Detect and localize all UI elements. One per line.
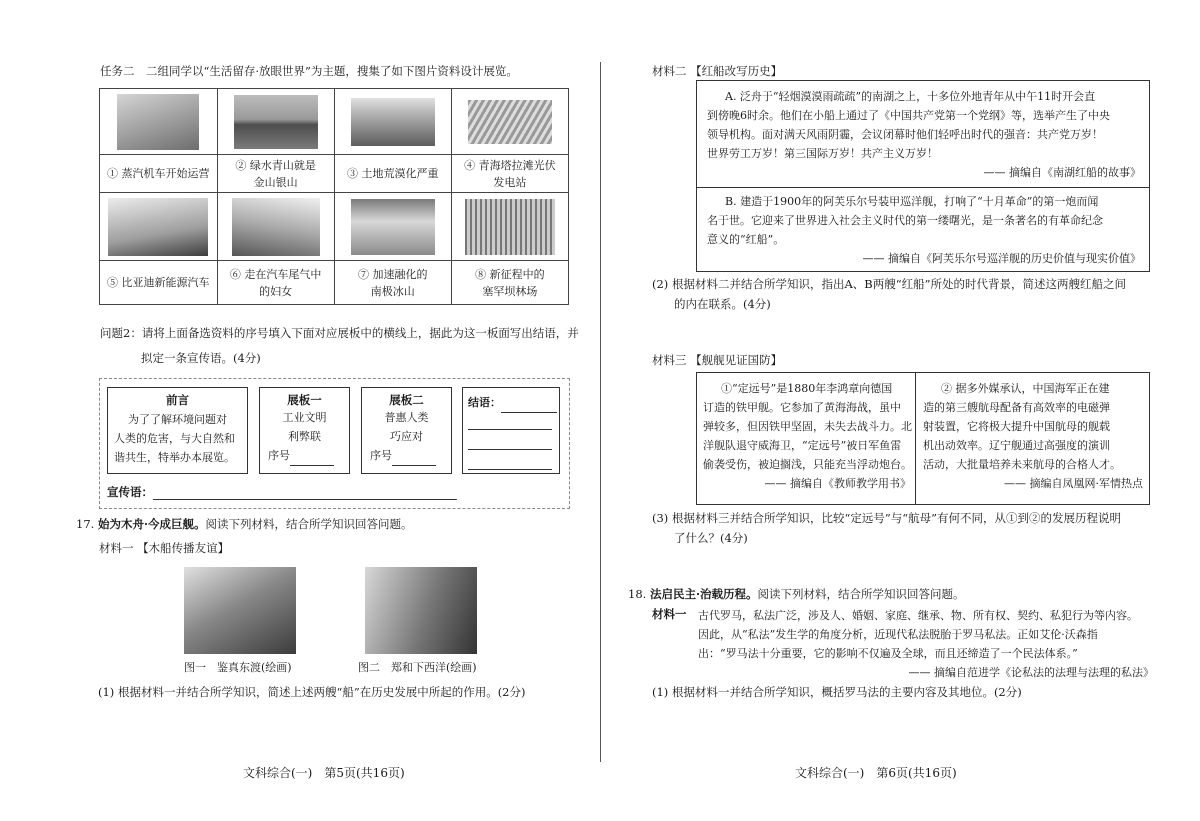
slogan-blank[interactable]: [153, 485, 457, 500]
m18-line-1: 古代罗马，私法广泛，涉及人、婚姻、家庭、继承、物、所有权、契约、私犯行为等内容。: [698, 609, 1138, 622]
image-gallery: [99, 88, 569, 305]
left-page-footer: 文科综合(一) 第5页(共16页): [243, 766, 405, 780]
m3-right-source: —— 摘编自凤凰网·军情热点: [1004, 477, 1143, 490]
material-3-column-divider: [915, 373, 916, 504]
m2b-source: —— 摘编自《阿芙乐尔号巡洋舰的历史价值与现实价值》: [862, 252, 1141, 265]
gallery-caption-7b: 南极冰山: [370, 284, 415, 298]
question-2-line2: 拟定一条宣传语。(4分): [141, 351, 261, 365]
conclusion-blank-2[interactable]: [468, 413, 552, 430]
material-18-1-label: 材料一: [652, 607, 687, 621]
question-17-1: (1) 根据材料一并结合所学知识，简述上述两艘“船”在历史发展中所起的作用。(2分): [98, 685, 526, 699]
m18-line-3: 出：“罗马法十分重要，它的影响不仅遍及全球，而且还缔造了一个民法体系。”: [698, 647, 1078, 660]
gallery-caption-2a: ② 绿水青山就是: [235, 158, 316, 172]
m3-left-line-5: 偷袭受伤，被迫搁浅，只能充当浮动炮台。: [703, 458, 912, 471]
material-1-label: 材料一 【木船传播友谊】: [99, 541, 230, 555]
figure-1-caption: 图一 鉴真东渡(绘画): [184, 661, 292, 674]
solar-station-photo: [468, 100, 552, 144]
task2-intro: 任务二 二组同学以“生活留存·放眼世界”为主题，搜集了如下图片资料设计展览。: [100, 64, 518, 78]
gallery-caption-4a: ④ 青海塔拉滩光伏: [464, 158, 556, 172]
m2a-line-2: 到傍晚6时余。他们在小船上通过了《中国共产党第一个党纲》等，选举产生了中央: [707, 109, 1110, 122]
m3-right-line-3: 射装置，它将极大提升中国航母的舰载: [923, 420, 1110, 433]
antarctic-ice-photo: [351, 199, 435, 255]
question-17-heading: [76, 516, 412, 532]
zhenghe-painting: [365, 567, 477, 654]
board-2-line-1: 普惠人类: [384, 411, 429, 424]
conclusion-blank-4[interactable]: [468, 453, 552, 470]
saihanba-forest-photo: [465, 199, 555, 255]
page-divider: [600, 62, 601, 762]
gallery-caption-7a: ⑦ 加速融化的: [357, 267, 428, 281]
m2b-line-1: B. 建造于1900年的阿芙乐尔号装甲巡洋舰，打响了“十月革命”的第一炮而闻: [725, 195, 1099, 208]
gallery-caption-1: ① 蒸汽机车开始运营: [107, 167, 210, 180]
m3-left-line-2: 订造的铁甲舰。它参加了黄海海战，虽中: [703, 401, 901, 414]
board-1-title: 展板一: [287, 393, 322, 407]
board-2-panel: [361, 387, 452, 474]
conclusion-blank-1[interactable]: [501, 393, 557, 413]
m3-right-line-4: 机出动效率。辽宁舰通过高强度的演训: [923, 439, 1110, 452]
m18-source: —— 摘编自范进学《论私法的法理与法理的私法》: [908, 666, 1154, 679]
material-3-label: 材料三 【舰舰见证国防】: [652, 353, 783, 367]
slogan-label: 宣传语：: [107, 485, 153, 499]
m3-right-line-1: ② 据多外媒承认，中国海军正在建: [941, 382, 1110, 395]
steam-locomotive-photo: [117, 94, 199, 150]
m3-right-line-2: 造的第三艘航母配备有高效率的电磁弹: [923, 401, 1110, 414]
preface-line-2: 人类的危害，与大自然和: [114, 432, 235, 445]
m2b-line-3: 意义的“红船”。: [707, 233, 785, 246]
m3-left-line-1: ①“定远号”是1880年李鸿章向德国: [721, 382, 893, 395]
question-17-number: 17.: [76, 517, 95, 531]
m3-left-line-3: 弹较多，但因铁甲坚固，未失去战斗力。北: [703, 420, 912, 433]
conclusion-blank-3[interactable]: [468, 433, 552, 450]
m18-line-2: 因此，从“私法”发生学的角度分析，近现代私法脱胎于罗马私法。正如艾伦·沃森指: [698, 628, 1098, 641]
conclusion-panel: [462, 387, 560, 474]
material-3-box: [696, 372, 1150, 505]
green-mountains-photo: [234, 95, 318, 149]
board-2-title: 展板二: [389, 393, 424, 407]
figure-2-caption: 图二 郑和下西洋(绘画): [358, 661, 477, 674]
question-18-number: 18.: [628, 587, 647, 601]
question-18-heading: [628, 586, 964, 602]
right-page-footer: 文科综合(一) 第6页(共16页): [795, 766, 957, 780]
m2b-line-2: 名于世。它迎来了世界进入社会主义时代的第一缕曙光，是一条著名的有革命纪念: [707, 214, 1103, 227]
board-1-seq-label: 序号: [268, 449, 290, 462]
m3-right-line-5: 活动，大批量培养未来航母的合格人才。: [923, 458, 1121, 471]
board-1-line-1: 工业文明: [282, 411, 327, 424]
preface-title: 前言: [166, 393, 189, 407]
question-18-instruction: 阅读下列材料，结合所学知识回答问题。: [757, 587, 965, 601]
gallery-caption-4b: 发电站: [493, 175, 527, 189]
preface-line-1: 为了了解环境问题对: [128, 413, 227, 426]
gallery-caption-6b: 的妇女: [259, 284, 293, 298]
m2a-line-1: A. 泛舟于“轻烟漠漠雨疏疏”的南湖之上，十多位外地青年从中午11时开会直: [725, 90, 1096, 103]
board-2-seq-blank[interactable]: [392, 446, 436, 466]
m2a-line-4: 世界劳工万岁！第三国际万岁！共产主义万岁！: [707, 147, 938, 160]
question-18-title: 法启民主·治载历程。: [649, 587, 758, 601]
gallery-caption-2b: 金山银山: [253, 175, 298, 189]
jianzhen-painting: [184, 567, 296, 654]
question-17-instruction: 阅读下列材料，结合所学知识回答问题。: [205, 517, 413, 531]
material-2-box: [696, 80, 1150, 272]
board-1-seq-blank[interactable]: [290, 446, 334, 466]
byd-car-photo: [108, 198, 208, 256]
conclusion-label: 结语：: [468, 396, 501, 409]
m2a-source: —— 摘编自《南湖红船的故事》: [983, 166, 1141, 179]
exhaust-woman-photo: [232, 198, 320, 256]
board-1-panel: [259, 387, 350, 474]
gallery-caption-8b: 塞罕坝林场: [482, 284, 538, 298]
material-2-label: 材料二 【红船改写历史】: [652, 64, 783, 78]
question-2-right-line2: 的内在联系。(4分): [674, 297, 771, 311]
board-2-seq-label: 序号: [370, 449, 392, 462]
desertification-photo: [351, 98, 435, 146]
board-2-line-2: 巧应对: [390, 430, 423, 443]
m3-left-source: —— 摘编自《教师教学用书》: [764, 477, 911, 490]
m3-left-line-4: 洋舰队退守威海卫，“定远号”被日军鱼雷: [703, 439, 902, 452]
question-2-line1: 问题2：请将上面备选资料的序号填入下面对应展板中的横线上，据此为这一板面写出结语，并: [100, 326, 579, 340]
gallery-caption-6a: ⑥ 走在汽车尾气中: [229, 267, 322, 281]
question-17-title: 始为木舟·今成巨舰。: [97, 517, 206, 531]
question-18-1: (1) 根据材料一并结合所学知识，概括罗马法的主要内容及其地位。(2分): [652, 685, 1022, 699]
m2a-line-3: 领导机构。面对满天风雨阴霾，会议闭幕时他们轻呼出时代的强音：共产党万岁！: [707, 128, 1103, 141]
gallery-caption-3: ③ 土地荒漠化严重: [346, 167, 439, 180]
preface-panel: [107, 387, 248, 474]
board-1-line-2: 利弊联: [288, 430, 321, 443]
question-2-right-line1: (2) 根据材料二并结合所学知识，指出A、B两艘“红船”所处的时代背景，简述这两艘红船之间: [652, 277, 1126, 291]
question-3-line1: (3) 根据材料三并结合所学知识，比较“定远号”与“航母”有何不同，从①到②的发展历程说明: [652, 511, 1121, 525]
question-3-line2: 了什么？(4分): [674, 531, 748, 545]
gallery-caption-5: ⑤ 比亚迪新能源汽车: [107, 276, 210, 289]
gallery-caption-8a: ⑧ 新征程中的: [475, 267, 545, 281]
preface-line-3: 谐共生，特举办本展览。: [114, 451, 235, 464]
